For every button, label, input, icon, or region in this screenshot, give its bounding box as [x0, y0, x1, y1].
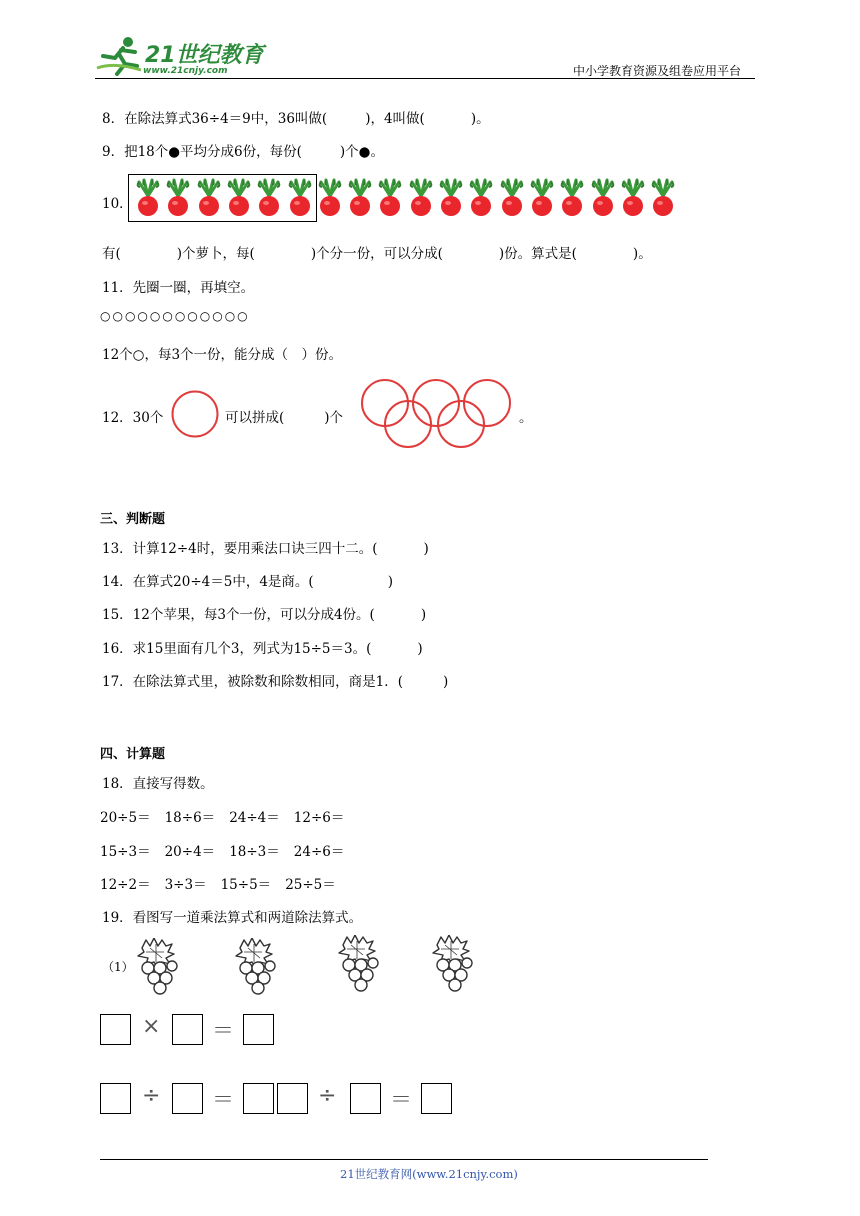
- calc-item: 3÷3＝: [164, 877, 207, 893]
- radish-icon: [254, 178, 284, 218]
- q19-label: （1）: [102, 960, 134, 974]
- runner-logo-icon: [95, 36, 147, 76]
- calc-item: 18÷6＝: [164, 810, 216, 826]
- section-4-title: 四、计算题: [100, 747, 166, 762]
- question-13: [102, 537, 429, 557]
- q12-text-c: )个: [324, 410, 344, 426]
- question-17: [102, 670, 448, 690]
- grape-defs: [0, 0, 1, 1]
- grape-icon: [431, 935, 477, 995]
- q14-text: 14．在算式20÷4＝5中，4是商。(: [102, 574, 314, 590]
- calc-row: [100, 806, 344, 826]
- calc-item: 20÷5＝: [100, 810, 151, 826]
- q10-text-e: )。: [632, 246, 652, 262]
- answer-box[interactable]: [350, 1083, 381, 1114]
- q9-text-a: 9．把18个●平均分成6份，每份(: [102, 144, 302, 160]
- radish-icon: [375, 178, 405, 218]
- answer-box[interactable]: [172, 1083, 203, 1114]
- radish-icon: [194, 178, 224, 218]
- q12-text-d: 。: [519, 410, 533, 426]
- question-15: [102, 603, 426, 623]
- radish-icon: [497, 178, 527, 218]
- calc-item: 15÷3＝: [100, 844, 151, 860]
- radish-icon: [557, 178, 587, 218]
- q12-text-a: 12．30个: [102, 410, 164, 426]
- calc-row: [100, 873, 336, 893]
- grape-icon: [136, 938, 182, 998]
- q8-text-a: 8．在除法算式36÷4＝9中，36叫做(: [102, 111, 328, 127]
- radish-icon: [133, 178, 163, 218]
- calc-row: [100, 840, 344, 860]
- answer-box[interactable]: [277, 1083, 308, 1114]
- question-8: [102, 107, 490, 127]
- q17-text: 17．在除法算式里，被除数和除数相同，商是1．(: [102, 674, 404, 690]
- radish-icon: [588, 178, 618, 218]
- radish-icon: [648, 178, 678, 218]
- radish-icon: [618, 178, 648, 218]
- logo-text: 21世纪教育: [145, 43, 264, 68]
- q13-text: 13．计算12÷4时，要用乘法口诀三四十二。(: [102, 541, 378, 557]
- equals-sign: ＝: [212, 1019, 235, 1044]
- grape-icon: [234, 938, 280, 998]
- q13-close: ): [423, 541, 429, 557]
- answer-box[interactable]: [100, 1014, 131, 1045]
- header-logo: [95, 36, 265, 80]
- calc-item: 25÷5＝: [285, 877, 336, 893]
- q12-line: [225, 406, 343, 426]
- question-9: [102, 140, 384, 160]
- divide-sign: ÷: [318, 1083, 337, 1108]
- q15-close: ): [420, 607, 427, 623]
- radish-icon: [345, 178, 375, 218]
- header-rule: [95, 78, 755, 79]
- calc-item: 20÷4＝: [164, 844, 216, 860]
- calc-item: 24÷6＝: [293, 844, 345, 860]
- radish-row: [133, 178, 683, 220]
- olympic-rings-icon: [355, 376, 517, 452]
- footer-link[interactable]: 21世纪教育网(www.21cnjy.com): [340, 1167, 518, 1181]
- radish-icon: [466, 178, 496, 218]
- q17-close: ): [443, 674, 449, 690]
- q10-text-b: )个萝卜，每(: [176, 246, 255, 262]
- times-sign: ×: [142, 1014, 161, 1039]
- answer-box[interactable]: [100, 1083, 131, 1114]
- q11-circles: ○○○○○○○○○○○○: [100, 309, 250, 323]
- section-3-title: 三、判断题: [100, 512, 166, 527]
- logo-url: www.21cnjy.com: [143, 66, 228, 76]
- answer-box[interactable]: [243, 1083, 274, 1114]
- q11-title: 11．先圈一圈，再填空。: [102, 280, 255, 296]
- grape-icon: [337, 935, 383, 995]
- radish-icon: [224, 178, 254, 218]
- answer-box[interactable]: [243, 1014, 274, 1045]
- calc-item: 24÷4＝: [229, 810, 280, 826]
- calc-item: 12÷6＝: [293, 810, 345, 826]
- q16-text: 16．求15里面有几个3，列式为15÷5＝3。(: [102, 641, 372, 657]
- radish-icon: [406, 178, 436, 218]
- q9-text-b: )个●。: [339, 144, 384, 160]
- q11-line: 12个○，每3个一份，能分成（ ）份。: [102, 347, 343, 363]
- answer-box[interactable]: [172, 1014, 203, 1045]
- answer-box[interactable]: [421, 1083, 452, 1114]
- calc-item: 15÷5＝: [220, 877, 272, 893]
- radish-icon: [285, 178, 315, 218]
- q10-text-a: 有(: [102, 246, 121, 262]
- single-ring-icon: [170, 389, 222, 441]
- q14-close: ): [387, 574, 393, 590]
- q15-text: 15．12个苹果，每3个一份，可以分成4份。(: [102, 607, 375, 623]
- q19-title: 19．看图写一道乘法算式和两道除法算式。: [102, 910, 363, 926]
- q10-line: [102, 242, 652, 262]
- question-16: [102, 637, 423, 657]
- divide-sign: ÷: [142, 1083, 161, 1108]
- platform-name: 中小学教育资源及组卷应用平台: [573, 64, 742, 78]
- equals-sign: ＝: [212, 1088, 235, 1113]
- radish-icon: [527, 178, 557, 218]
- footer-rule: [100, 1159, 708, 1160]
- q18-title: 18．直接写得数。: [102, 776, 214, 792]
- question-14: [102, 570, 393, 590]
- q10-text-c: )个分一份，可以分成(: [310, 246, 443, 262]
- q8-text-c: )。: [470, 111, 490, 127]
- q10-text-d: )份。算式是(: [498, 246, 577, 262]
- radish-icon: [436, 178, 466, 218]
- radish-icon: [315, 178, 345, 218]
- equals-sign: ＝: [390, 1088, 413, 1113]
- radish-icon: [163, 178, 193, 218]
- calc-item: 12÷2＝: [100, 877, 151, 893]
- calc-item: 18÷3＝: [229, 844, 280, 860]
- q12-text-b: 可以拼成(: [225, 410, 285, 426]
- q10-number: 10．: [102, 196, 133, 212]
- q8-text-b: )，4叫做(: [365, 111, 425, 127]
- q16-close: ): [417, 641, 423, 657]
